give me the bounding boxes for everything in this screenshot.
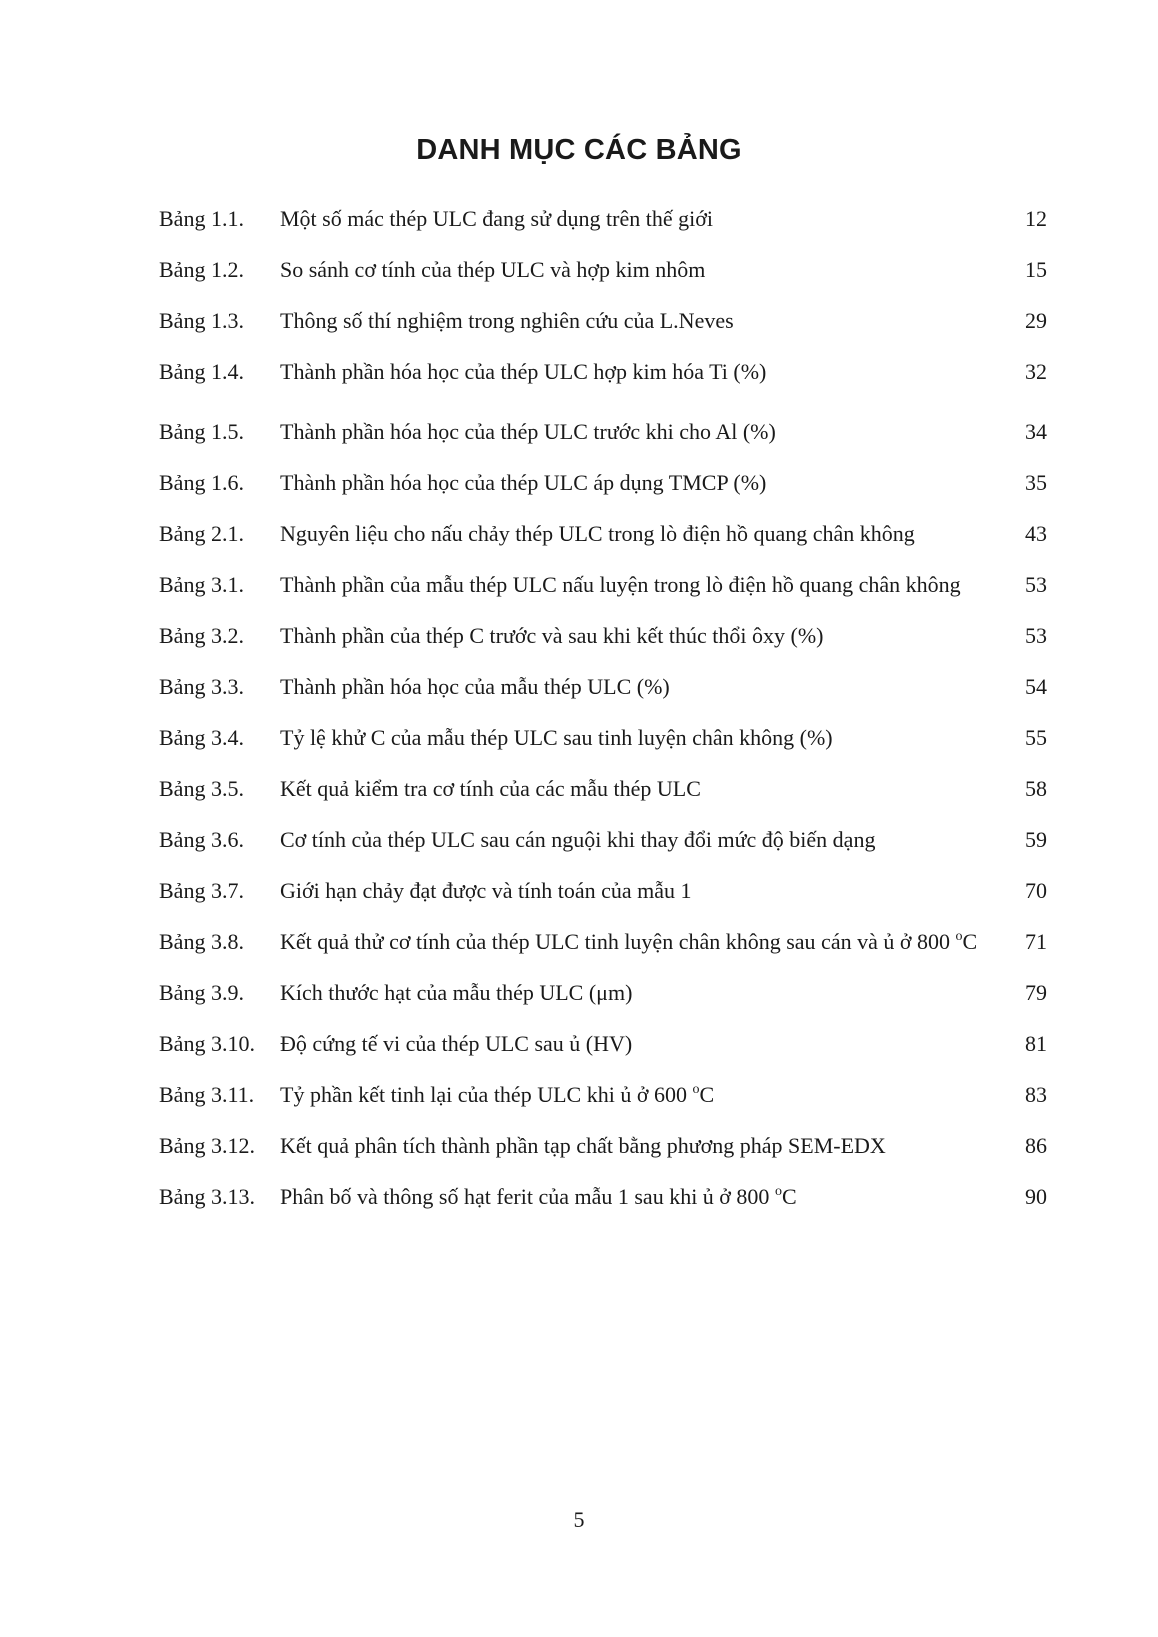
entry-title-text: Kết quả thử cơ tính của thép ULC tinh luyện chân không sau cán và ủ ở 800: [280, 929, 956, 954]
entry-page: 34: [1025, 419, 1047, 444]
entry-page: 12: [1025, 206, 1047, 231]
entry-number: Bảng 3.8.: [159, 929, 244, 954]
entry-page: 79: [1025, 980, 1047, 1005]
entry-page: 81: [1025, 1031, 1047, 1056]
entry-title: Một số mác thép ULC đang sử dụng trên thế giới: [280, 206, 713, 231]
entry-page: 53: [1025, 572, 1047, 597]
entry-page: 32: [1025, 359, 1047, 384]
entry-page: 86: [1025, 1133, 1047, 1158]
list-item: [159, 877, 1047, 905]
list-item: [159, 571, 1047, 599]
entry-title: Thông số thí nghiệm trong nghiên cứu của L.Neves: [280, 308, 734, 333]
page-number: 5: [573, 1507, 585, 1532]
degree-superscript: o: [692, 1082, 700, 1097]
table-of-contents: [159, 205, 1047, 1234]
entry-page: 59: [1025, 827, 1047, 852]
entry-number: Bảng 3.10.: [159, 1031, 255, 1056]
list-item: [159, 520, 1047, 548]
entry-number: Bảng 3.5.: [159, 776, 244, 801]
entry-page: 55: [1025, 725, 1047, 750]
list-item: [159, 775, 1047, 803]
list-item: [159, 724, 1047, 752]
list-item: [159, 418, 1047, 446]
entry-number: Bảng 1.5.: [159, 419, 244, 444]
entry-title: [280, 928, 992, 956]
list-item: [159, 826, 1047, 854]
entry-number: Bảng 3.11.: [159, 1082, 255, 1107]
degree-superscript: o: [955, 929, 963, 944]
entry-number: Bảng 1.3.: [159, 308, 244, 333]
entry-page: 83: [1025, 1082, 1047, 1107]
degree-superscript: o: [774, 1184, 782, 1199]
entry-title: Cơ tính của thép ULC sau cán nguội khi thay đổi mức độ biến dạng: [280, 827, 876, 852]
list-item: [159, 1183, 1047, 1211]
entry-title: Thành phần hóa học của thép ULC hợp kim hóa Ti (%): [280, 359, 767, 384]
entry-number: Bảng 3.9.: [159, 980, 244, 1005]
entry-page: 53: [1025, 623, 1047, 648]
entry-title: Giới hạn chảy đạt được và tính toán của mẫu 1: [280, 878, 692, 903]
list-item: [159, 205, 1047, 233]
entry-number: Bảng 1.1.: [159, 206, 244, 231]
entry-title: Kết quả kiểm tra cơ tính của các mẫu thép ULC: [280, 776, 701, 801]
entry-page: 54: [1025, 674, 1047, 699]
entry-number: Bảng 3.4.: [159, 725, 244, 750]
entry-page: 35: [1025, 470, 1047, 495]
entry-page: 71: [1025, 929, 1047, 954]
entry-title: So sánh cơ tính của thép ULC và hợp kim nhôm: [280, 257, 706, 282]
entry-title: Kết quả phân tích thành phần tạp chất bằng phương pháp SEM-EDX: [280, 1133, 886, 1158]
entry-number: Bảng 3.2.: [159, 623, 244, 648]
entry-title: [280, 1081, 992, 1109]
entry-number: Bảng 3.13.: [159, 1184, 255, 1209]
entry-number: Bảng 1.2.: [159, 257, 244, 282]
entry-page: 15: [1025, 257, 1047, 282]
entry-title: Thành phần hóa học của mẫu thép ULC (%): [280, 674, 670, 699]
list-item: [159, 469, 1047, 497]
entry-page: 70: [1025, 878, 1047, 903]
entry-title: Nguyên liệu cho nấu chảy thép ULC trong lò điện hồ quang chân không: [280, 521, 915, 546]
list-item: [159, 1132, 1047, 1160]
list-item: [159, 622, 1047, 650]
list-item: [159, 358, 1047, 386]
entry-title-text: Phân bố và thông số hạt ferit của mẫu 1 sau khi ủ ở 800: [280, 1184, 775, 1209]
entry-title-unit: C: [699, 1082, 715, 1107]
list-item: [159, 928, 1047, 956]
entry-title: Thành phần của thép C trước và sau khi kết thúc thổi ôxy (%): [280, 623, 824, 648]
entry-title: Tỷ lệ khử C của mẫu thép ULC sau tinh luyện chân không (%): [280, 725, 833, 750]
list-item: [159, 673, 1047, 701]
entry-number: Bảng 3.7.: [159, 878, 244, 903]
entry-page: 29: [1025, 308, 1047, 333]
page-title: DANH MỤC CÁC BẢNG: [416, 134, 742, 166]
entry-title: Thành phần hóa học của thép ULC trước khi cho Al (%): [280, 419, 776, 444]
entry-title-unit: C: [962, 929, 978, 954]
list-item: [159, 979, 1047, 1007]
entry-title: [280, 1183, 992, 1211]
entry-title: Độ cứng tế vi của thép ULC sau ủ (HV): [280, 1031, 633, 1056]
entry-title: Thành phần của mẫu thép ULC nấu luyện trong lò điện hồ quang chân không: [280, 572, 961, 597]
entry-title: Thành phần hóa học của thép ULC áp dụng TMCP (%): [280, 470, 767, 495]
entry-number: Bảng 1.4.: [159, 359, 244, 384]
entry-title-text: Tỷ phần kết tinh lại của thép ULC khi ủ ở 600: [280, 1082, 693, 1107]
entry-page: 90: [1025, 1184, 1047, 1209]
entry-title: Kích thước hạt của mẫu thép ULC (μm): [280, 980, 633, 1005]
entry-number: Bảng 3.6.: [159, 827, 244, 852]
entry-number: Bảng 3.12.: [159, 1133, 255, 1158]
list-item: [159, 1081, 1047, 1109]
entry-number: Bảng 2.1.: [159, 521, 244, 546]
entry-number: Bảng 3.3.: [159, 674, 244, 699]
entry-page: 43: [1025, 521, 1047, 546]
entry-title-unit: C: [781, 1184, 797, 1209]
list-item: [159, 256, 1047, 284]
list-item: [159, 307, 1047, 335]
entry-number: Bảng 1.6.: [159, 470, 244, 495]
list-item: [159, 1030, 1047, 1058]
entry-number: Bảng 3.1.: [159, 572, 244, 597]
entry-page: 58: [1025, 776, 1047, 801]
